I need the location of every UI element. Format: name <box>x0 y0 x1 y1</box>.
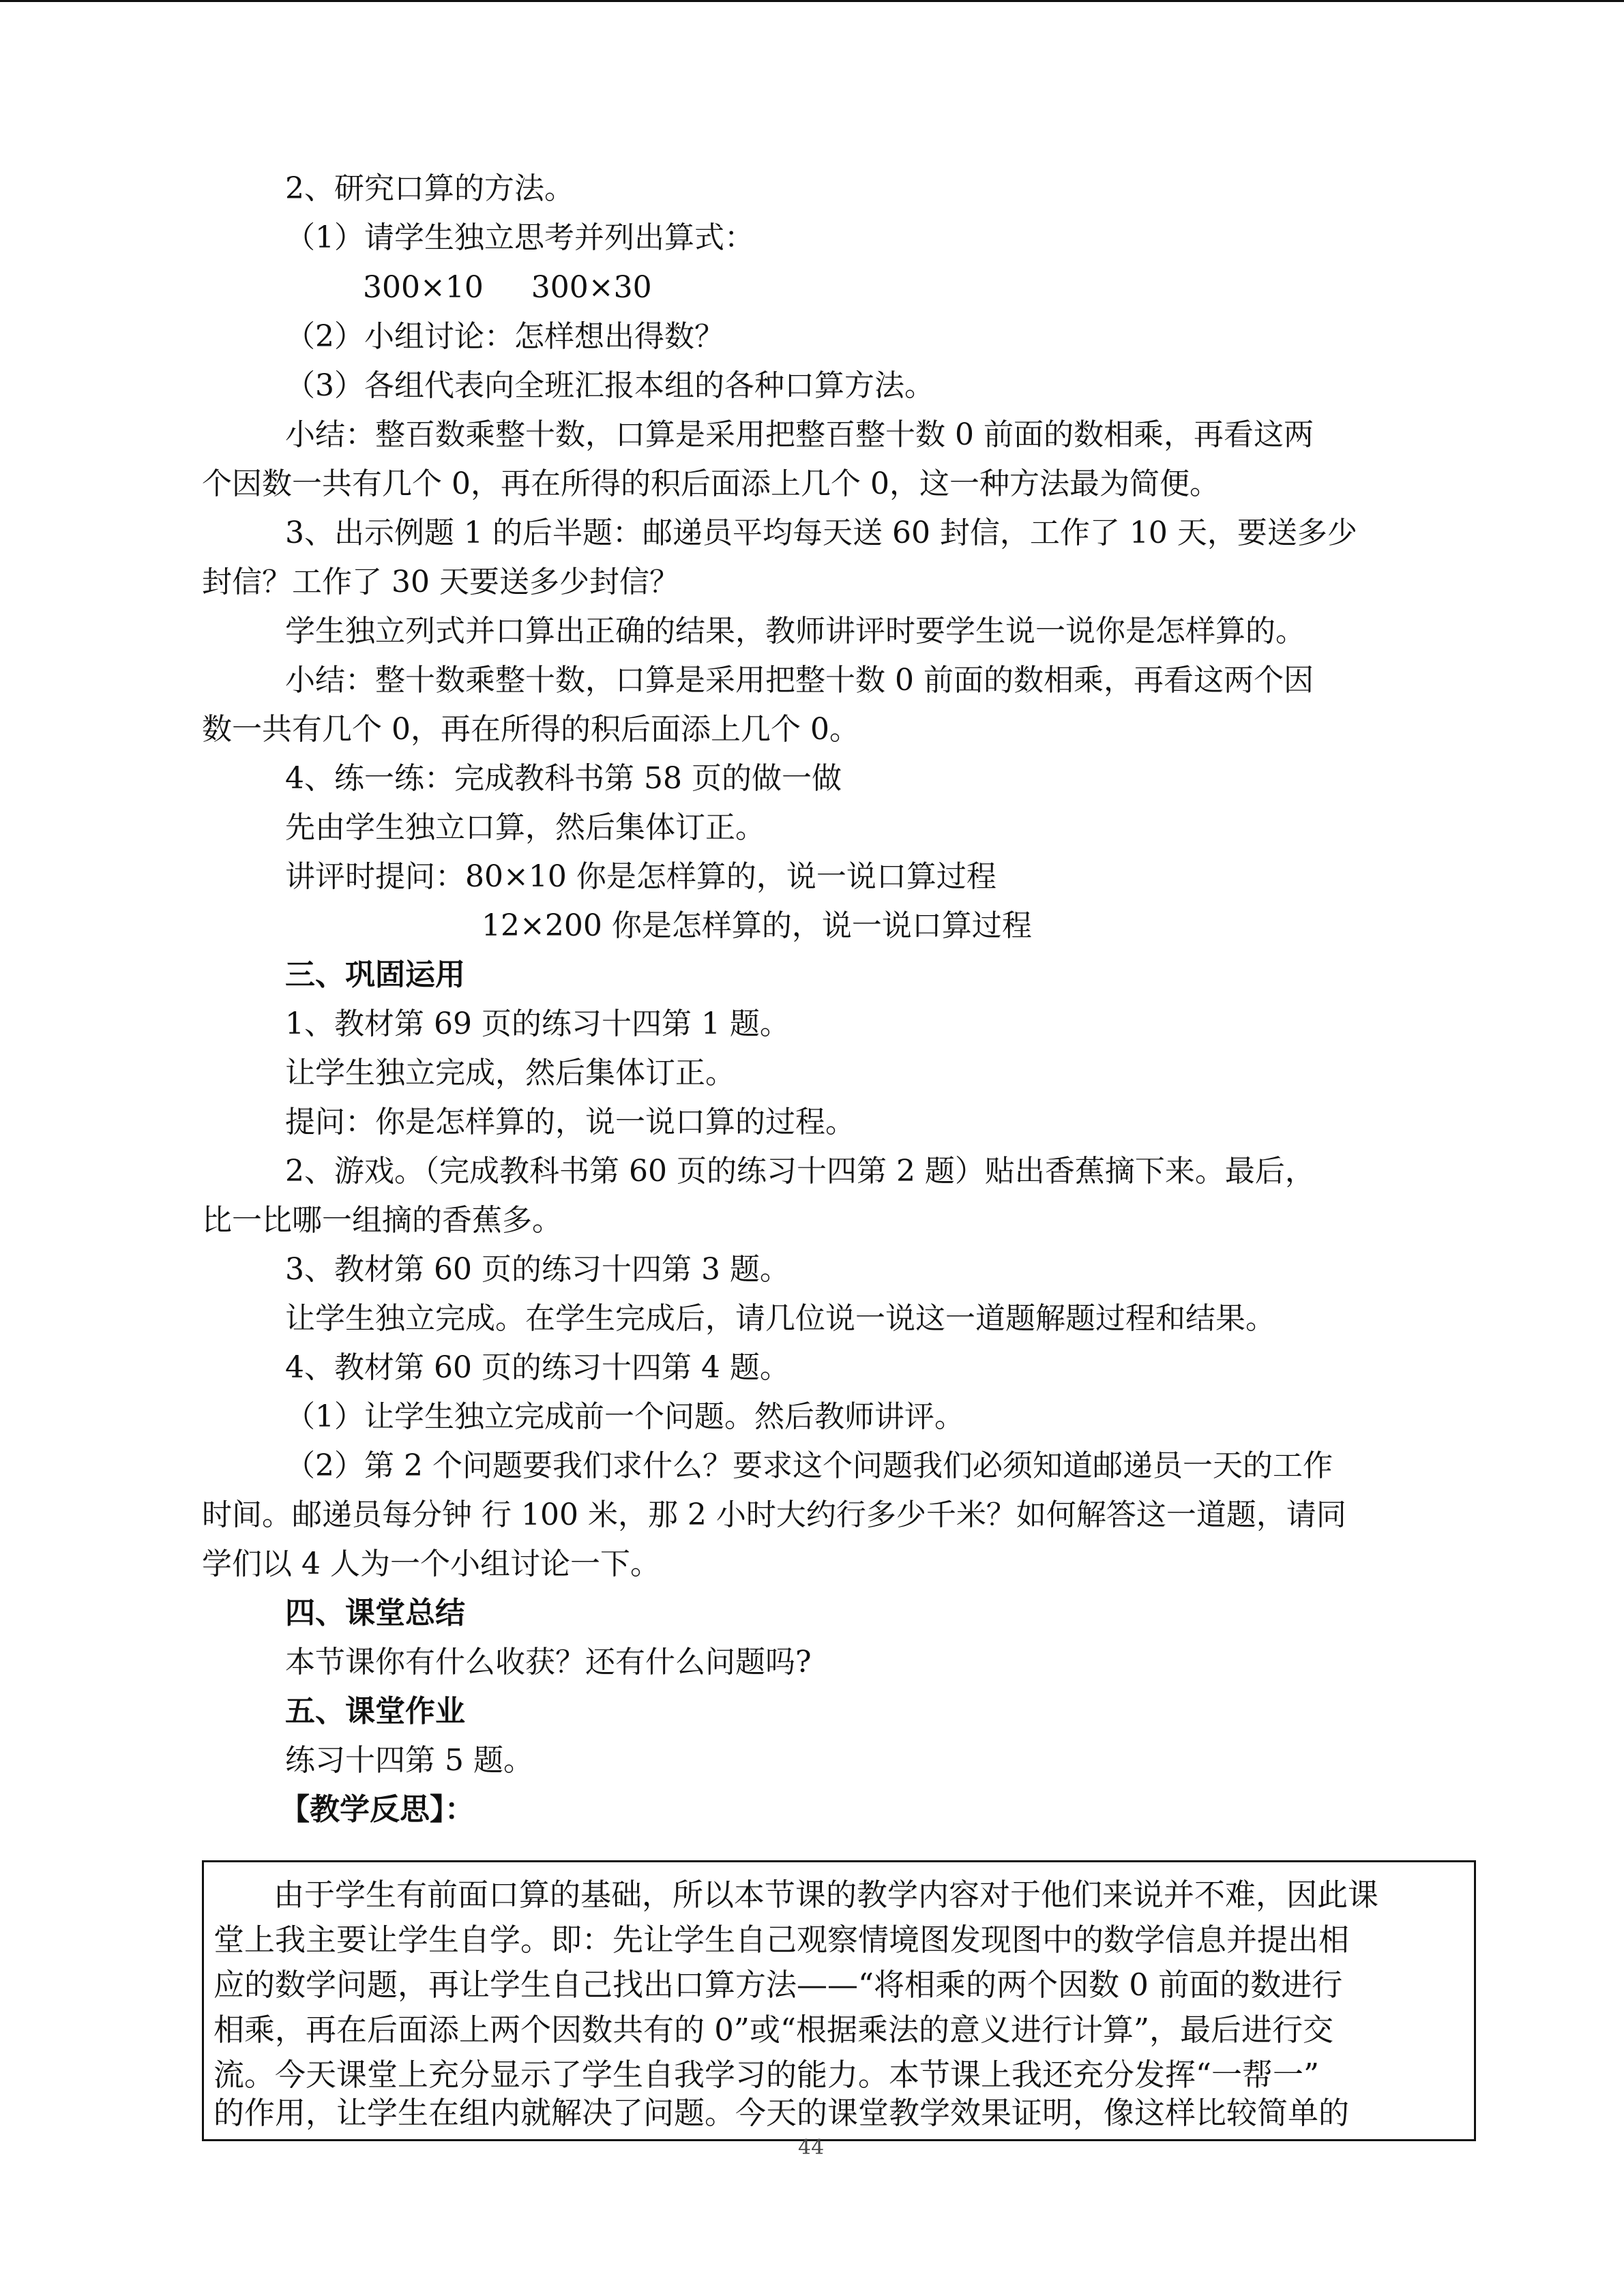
text-line: 让学生独立完成。在学生完成后，请几位说一说这一道题解题过程和结果。 <box>285 1301 1275 1336</box>
text-line: 练习十四第 5 题。 <box>285 1743 533 1778</box>
text-line: （1）让学生独立完成前一个问题。然后教师讲评。 <box>285 1399 964 1434</box>
text-line: 让学生独立完成，然后集体订正。 <box>285 1056 735 1090</box>
reflection-line: 应的数学问题，再让学生自己找出口算方法——“将相乘的两个因数 0 前面的数进行 <box>213 1967 1343 2003</box>
text-line: 4、练一练：完成教科书第 58 页的做一做 <box>285 761 842 796</box>
text-line: 本节课你有什么收获？还有什么问题吗? <box>285 1645 812 1680</box>
reflection-line: 相乘，再在后面添上两个因数共有的 0”或“根据乘法的意义进行计算”，最后进行交 <box>213 2012 1333 2048</box>
text-line: 12×200 你是怎样算的，说一说口算过程 <box>482 908 1032 943</box>
text-line: 时间。邮递员每分钟 行 100 米，那 2 小时大约行多少千米？如何解答这一道题，请同 <box>202 1497 1346 1532</box>
text-line: 先由学生独立口算，然后集体订正。 <box>285 810 765 845</box>
text-line: 提问：你是怎样算的，说一说口算的过程。 <box>285 1105 855 1139</box>
text-line: 3、出示例题 1 的后半题：邮递员平均每天送 60 封信，工作了 10 天，要送多少 <box>285 516 1357 550</box>
section-heading-homework: 五、课堂作业 <box>285 1694 465 1729</box>
reflection-line: 堂上我主要让学生自学。即：先让学生自己观察情境图发现图中的数学信息并提出相 <box>213 1922 1350 1958</box>
text-line: 小结：整百数乘整十数，口算是采用把整百整十数 0 前面的数相乘，再看这两 <box>285 417 1314 452</box>
page-number: 44 <box>798 2136 825 2160</box>
text-line: 封信？工作了 30 天要送多少封信？ <box>202 565 679 599</box>
section-heading-consolidate: 三、巩固运用 <box>285 957 465 992</box>
text-line: （2）第 2 个问题要我们求什么？要求这个问题我们必须知道邮递员一天的工作 <box>285 1448 1333 1483</box>
reflection-line: 流。今天课堂上充分显示了学生自我学习的能力。本节课上我还充分发挥“一帮一” <box>213 2057 1320 2093</box>
text-line: （2）小组讨论：怎样想出得数？ <box>285 319 724 354</box>
text-line: 讲评时提问：80×10 你是怎样算的，说一说口算过程 <box>285 859 996 894</box>
text-line: 小结：整十数乘整十数，口算是采用把整十数 0 前面的数相乘，再看这两个因 <box>285 663 1314 698</box>
reflection-line: 的作用，让学生在组内就解决了问题。今天的课堂教学效果证明，像这样比较简单的 <box>213 2095 1350 2131</box>
section-heading-reflection: 【教学反思】： <box>280 1792 475 1827</box>
text-line: （3）各组代表向全班汇报本组的各种口算方法。 <box>285 368 934 403</box>
text-line: （1）请学生独立思考并列出算式： <box>285 220 754 255</box>
text-line: 个因数一共有几个 0，再在所得的积后面添上几个 0，这一种方法最为简便。 <box>202 466 1220 501</box>
teaching-reflection-box <box>202 1860 1476 2141</box>
reflection-line: 由于学生有前面口算的基础，所以本节课的教学内容对于他们来说并不难，因此课 <box>274 1877 1379 1913</box>
text-line: 学们以 4 人为一个小组讨论一下。 <box>202 1547 660 1581</box>
text-line: 比一比哪一组摘的香蕉多。 <box>202 1203 562 1238</box>
top-border-line <box>0 0 1624 2</box>
text-line: 4、教材第 60 页的练习十四第 4 题。 <box>285 1350 790 1385</box>
text-line: 300×10 300×30 <box>363 270 652 305</box>
text-line: 1、教材第 69 页的练习十四第 1 题。 <box>285 1007 790 1041</box>
text-line: 学生独立列式并口算出正确的结果，教师讲评时要学生说一说你是怎样算的。 <box>285 614 1305 648</box>
text-line: 数一共有几个 0，再在所得的积后面添上几个 0。 <box>202 712 859 747</box>
section-heading-summary: 四、课堂总结 <box>285 1596 465 1630</box>
text-line: 3、教材第 60 页的练习十四第 3 题。 <box>285 1252 790 1287</box>
text-line: 2、游戏。（完成教科书第 60 页的练习十四第 2 题）贴出香蕉摘下来。最后， <box>285 1154 1315 1189</box>
text-line: 2、研究口算的方法。 <box>285 171 574 206</box>
